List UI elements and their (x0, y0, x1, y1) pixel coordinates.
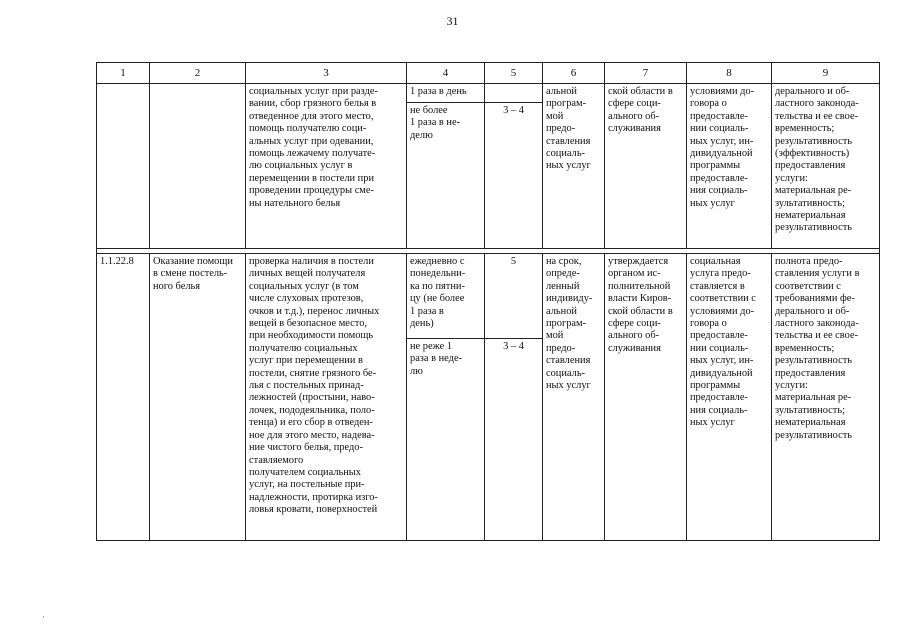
table-row-continuation (97, 84, 880, 103)
row2-col9-quality: полнота предо- ставления услуги в соответствии с требованиями фе- дерального и об- ластного законода- тельства и ее свое- временность; результативность предоставления услуги: материальная ре- зультативность; нематериальная результативность (772, 254, 880, 541)
header-cell-7: 7 (605, 63, 687, 84)
row1-col3: социальных услуг при разде- вании, сбор грязного белья в отведенное для этого место, помощь получателю соци- альных услуг при одевании, помощь лежачему получате- лю социальных услуг в перемещении в постели при проведении процедуры сме- ны нательного белья (246, 84, 407, 249)
header-cell-5: 5 (485, 63, 543, 84)
row2-col4-frequency-a: ежедневно с понедельни- ка по пятни- цу (не более 1 раза в день) (407, 254, 485, 339)
table-row-1-1-22-8 (97, 254, 880, 339)
row1-col5-count-b: 3 – 4 (485, 103, 543, 249)
scan-speck: · (42, 612, 45, 622)
row2-col5-count-b: 3 – 4 (485, 339, 543, 541)
row2-col2-service-name: Оказание помощи в смене постель- ного белья (150, 254, 246, 541)
header-cell-3: 3 (246, 63, 407, 84)
row1-col8: условиями до- говора о предоставле- нии социаль- ных услуг, ин- дивидуальной программы предоставле- ния социаль- ных услуг (687, 84, 772, 249)
row2-col4-frequency-b: не реже 1 раза в неде- лю (407, 339, 485, 541)
header-cell-4: 4 (407, 63, 485, 84)
header-row (97, 63, 880, 84)
header-cell-2: 2 (150, 63, 246, 84)
row1-col4-frequency-b: не более 1 раза в не- делю (407, 103, 485, 249)
row1-col4-frequency-a: 1 раза в день (407, 84, 485, 103)
row2-col7-cost: утверждается органом ис- полнительной власти Киров- ской области в сфере соци- ального об- служивания (605, 254, 687, 541)
row1-col6: альной програм- мой предо- ставления социаль- ных услуг (543, 84, 605, 249)
services-table (96, 62, 880, 541)
page-number: 31 (446, 14, 459, 28)
header-cell-6: 6 (543, 63, 605, 84)
row1-col2 (150, 84, 246, 249)
row1-col9: дерального и об- ластного законода- тельства и ее свое- временность; результативность (эффективность) предоставления услуги: материальная ре- зультативность; нематериальная результативность (772, 84, 880, 249)
row2-col3-description: проверка наличия в постели личных вещей получателя социальных услуг (в том числе слуховых протезов, очков и т.д.), перенос личных вещей в безопасное место, при необходимости помощь получателю социальных услуг при перемещении в постели, снятие грязного бе- лья с постельных принад- лежностей (простыни, наво- лочек, пододеяльника, поло- тенца) и его сбор в отведен- ное для этого место, надева- ние чистого белья, предо- ставляемого получателем социальных услуг, на постельные при- надлежности, протирка изго- ловья кровати, поверхностей (246, 254, 407, 541)
row1-col5-count-a (485, 84, 543, 103)
row1-col1 (97, 84, 150, 249)
row2-col5-count-a: 5 (485, 254, 543, 339)
header-cell-1: 1 (97, 63, 150, 84)
row2-col6-term: на срок, опреде- ленный индивиду- альной програм- мой предо- ставления социаль- ных услуг (543, 254, 605, 541)
header-cell-9: 9 (772, 63, 880, 84)
row2-col1-code: 1.1.22.8 (97, 254, 150, 541)
row1-col7: ской области в сфере соци- ального об- служивания (605, 84, 687, 249)
row2-col8-conditions: социальная услуга предо- ставляется в соответствии с условиями до- говора о предоставле- нии социаль- ных услуг, ин- дивидуальной программы предоставле- ния социаль- ных услуг (687, 254, 772, 541)
header-cell-8: 8 (687, 63, 772, 84)
